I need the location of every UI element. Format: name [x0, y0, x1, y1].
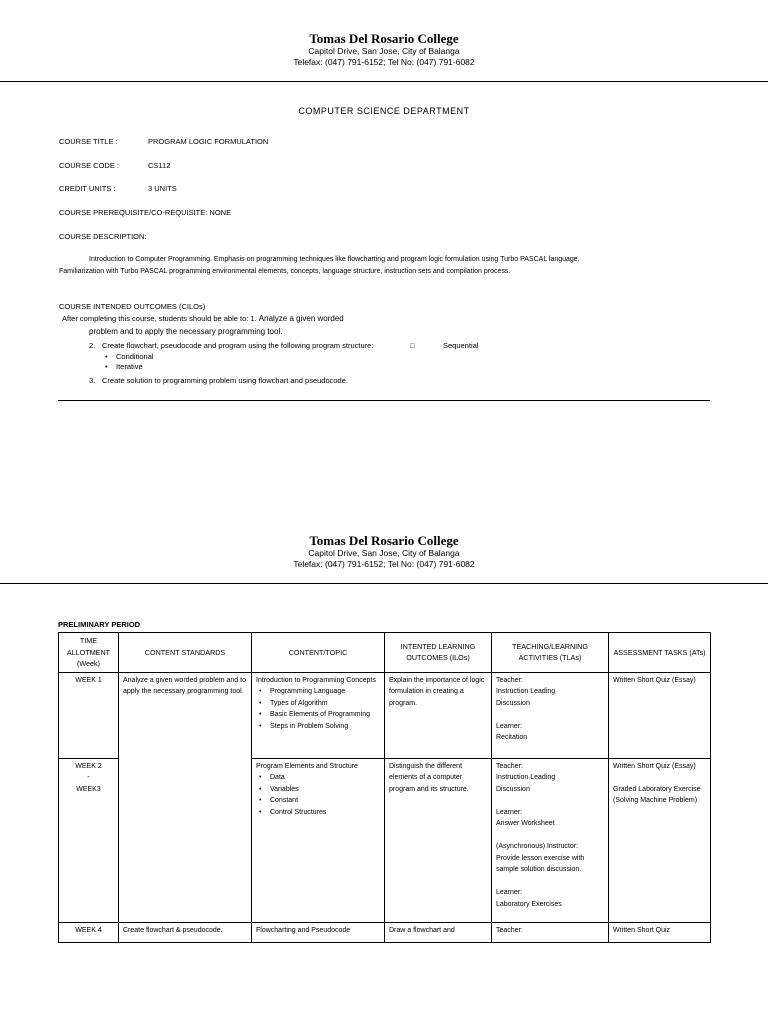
course-title-label: COURSE TITLE : — [59, 137, 118, 146]
tla-line: Learner: — [496, 722, 523, 730]
section-divider — [58, 400, 710, 401]
department-title: COMPUTER SCIENCE DEPARTMENT — [298, 106, 470, 116]
list-item: • Basic Elements of Programming — [256, 709, 380, 721]
list-item: • Control Structures — [256, 807, 380, 819]
course-prerequisite: COURSE PREREQUISITE/CO-REQUISITE: NONE — [59, 208, 232, 217]
col-header-ats: ASSESSMENT TASKS (ATs) — [609, 633, 711, 673]
week-cell — [59, 758, 119, 922]
cilo-3-number: 3. — [89, 376, 96, 385]
course-description-label: COURSE DESCRIPTION: — [59, 232, 147, 241]
topic-cell: Flowcharting and Pseudocode — [252, 922, 385, 942]
course-description-line2: Familiarization with Turbo PASCAL programming environmental elements, concepts, language structure, instruction sets and compilation process. — [59, 268, 511, 275]
credit-units-value: 3 UNITS — [148, 184, 177, 193]
assessment-cell — [609, 758, 711, 922]
tla-spacer — [496, 795, 604, 807]
header-divider-page2 — [0, 583, 768, 584]
course-description-line1: Introduction to Computer Programming. Emphasis on programming techniques like flowcharting and program logic formulation using Turbo PASCAL language. — [89, 256, 580, 263]
college-contact: Telefax: (047) 791-6152; Tel No: (047) 791-6082 — [293, 57, 475, 67]
content-standard-cell: Analyze a given worded problem and to apply the necessary programming tool. — [119, 672, 252, 922]
tla-spacer — [496, 830, 604, 842]
tla-line: Discussion — [496, 785, 530, 793]
assessment-cell: Written Short Quiz (Essay) — [609, 672, 711, 758]
tla-line: Learner: — [496, 889, 523, 896]
cilo-3-text: Create solution to programming problem using flowchart and pseudocode. — [102, 376, 348, 385]
checkbox-icon: □ — [410, 341, 415, 350]
cilo-2-structures — [102, 352, 154, 372]
cilo-1-continuation: problem and to apply the necessary programming tool. — [89, 327, 283, 336]
list-item: • Constant — [256, 795, 380, 807]
col-header-content-topic: CONTENT/TOPIC — [252, 633, 385, 673]
list-item: • Data — [256, 772, 380, 784]
tla-line: (Asynchronous) Instructor: — [496, 843, 579, 850]
cilo-2-text: Create flowchart, pseudocode and program using the following program structure: — [102, 341, 374, 350]
tla-line: Teacher: — [496, 676, 523, 684]
week-cell: WEEK 4 — [59, 922, 119, 942]
tla-cell — [492, 672, 609, 758]
list-item: • Steps in Problem Solving — [256, 721, 380, 733]
week-end: WEEK3 — [76, 785, 101, 793]
college-name: Tomas Del Rosario College — [309, 31, 459, 46]
tla-line: Instruction Leading — [496, 774, 556, 781]
tla-line: Answer Worksheet — [496, 820, 555, 827]
course-code-value: CS112 — [148, 161, 171, 170]
cilo-2-number: 2. — [89, 341, 96, 350]
assessment-spacer — [613, 772, 706, 784]
tla-line: Learner: — [496, 808, 523, 816]
col-header-tlas: TEACHING/LEARNING ACTIVITIES (TLAs) — [492, 633, 609, 673]
list-item: • Variables — [256, 784, 380, 796]
list-item: • Conditional — [102, 352, 154, 362]
week-cell: WEEK 1 — [59, 672, 119, 758]
topic-list — [256, 772, 380, 818]
period-title: PRELIMINARY PERIOD — [58, 620, 141, 629]
college-name-page2: Tomas Del Rosario College — [309, 533, 459, 548]
list-item: • Iterative — [102, 362, 154, 372]
course-plan-table — [58, 632, 711, 943]
assessment-line: Graded Laboratory Exercise (Solving Machine Problem) — [613, 785, 701, 804]
assessment-line: Written Short Quiz (Essay) — [613, 762, 696, 770]
col-header-ilos: INTENTED LEARNING OUTCOMES (ILOs) — [385, 633, 492, 673]
college-contact-page2: Telefax: (047) 791-6152; Tel No: (047) 791-6082 — [293, 559, 475, 569]
table-header-row — [59, 633, 711, 673]
list-item: • Programming Language — [256, 686, 380, 698]
table-row — [59, 922, 711, 942]
tla-line: Laboratory Exercises — [496, 900, 562, 908]
topic-title: Introduction to Programming Concepts — [256, 676, 376, 684]
topic-cell — [252, 672, 385, 758]
cilos-heading: COURSE INTENDED OUTCOMES (CILOs) — [59, 302, 206, 311]
col-header-time: TIME ALLOTMENT (Week) — [59, 633, 119, 673]
ilo-cell: Explain the importance of logic formulation in creating a program. — [385, 672, 492, 758]
tla-cell: Teacher: — [492, 922, 609, 942]
ilo-cell: Distinguish the different elements of a computer program and its structure. — [385, 758, 492, 922]
cilos-intro — [62, 314, 344, 324]
college-address-page2: Capitol Drive, San Jose, City of Balanga — [308, 548, 460, 558]
college-address: Capitol Drive, San Jose, City of Balanga — [308, 46, 460, 56]
ilo-cell: Draw a flowchart and — [385, 922, 492, 942]
topic-cell — [252, 758, 385, 922]
content-standard-cell: Create flowchart & pseudocode. — [119, 922, 252, 942]
topic-list — [256, 686, 380, 732]
course-code-label: COURSE CODE : — [59, 161, 120, 170]
topic-title: Program Elements and Structure — [256, 762, 358, 770]
tla-spacer — [496, 876, 604, 888]
tla-cell — [492, 758, 609, 922]
cilo-2-sequential: Sequential — [443, 341, 479, 350]
tla-line: Provide lesson exercise with sample solution discussion. — [496, 854, 585, 873]
cilos-intro-text: After completing this course, students should be able to: 1. — [62, 314, 257, 323]
assessment-cell: Written Short Quiz — [609, 922, 711, 942]
week-start: WEEK 2 — [75, 762, 102, 770]
header-divider — [0, 81, 768, 82]
list-item: • Types of Algorithm — [256, 698, 380, 710]
col-header-content-standards: CONTENT STANDARDS — [119, 633, 252, 673]
credit-units-label: CREDIT UNITS : — [59, 184, 116, 193]
tla-line: Recitation — [496, 734, 528, 741]
week-dash: - — [87, 774, 90, 781]
course-title-value: PROGRAM LOGIC FORMULATION — [148, 137, 269, 146]
tla-line: Instruction Leading — [496, 688, 556, 695]
tla-line: Teacher: — [496, 762, 523, 770]
table-row — [59, 672, 711, 758]
cilo-1-text: Analyze a given worded — [258, 314, 344, 323]
tla-line: Discussion — [496, 699, 530, 707]
tla-spacer — [496, 709, 604, 721]
